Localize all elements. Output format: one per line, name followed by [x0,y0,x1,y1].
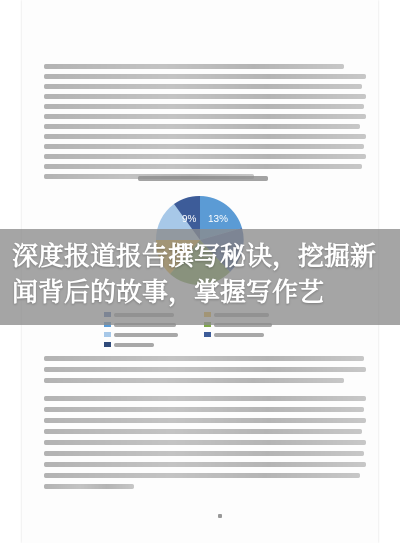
pie-label-2: 13% [208,214,229,225]
pie-label-1: 9% [182,214,197,225]
page-number [218,514,222,518]
chart-title [138,176,268,181]
legend-item [104,332,178,337]
legend-item [104,342,154,347]
headline-text: 深度报道报告撰写秘诀，挖掘新闻背后的故事，掌握写作艺 [12,242,377,308]
legend-item [204,332,264,337]
